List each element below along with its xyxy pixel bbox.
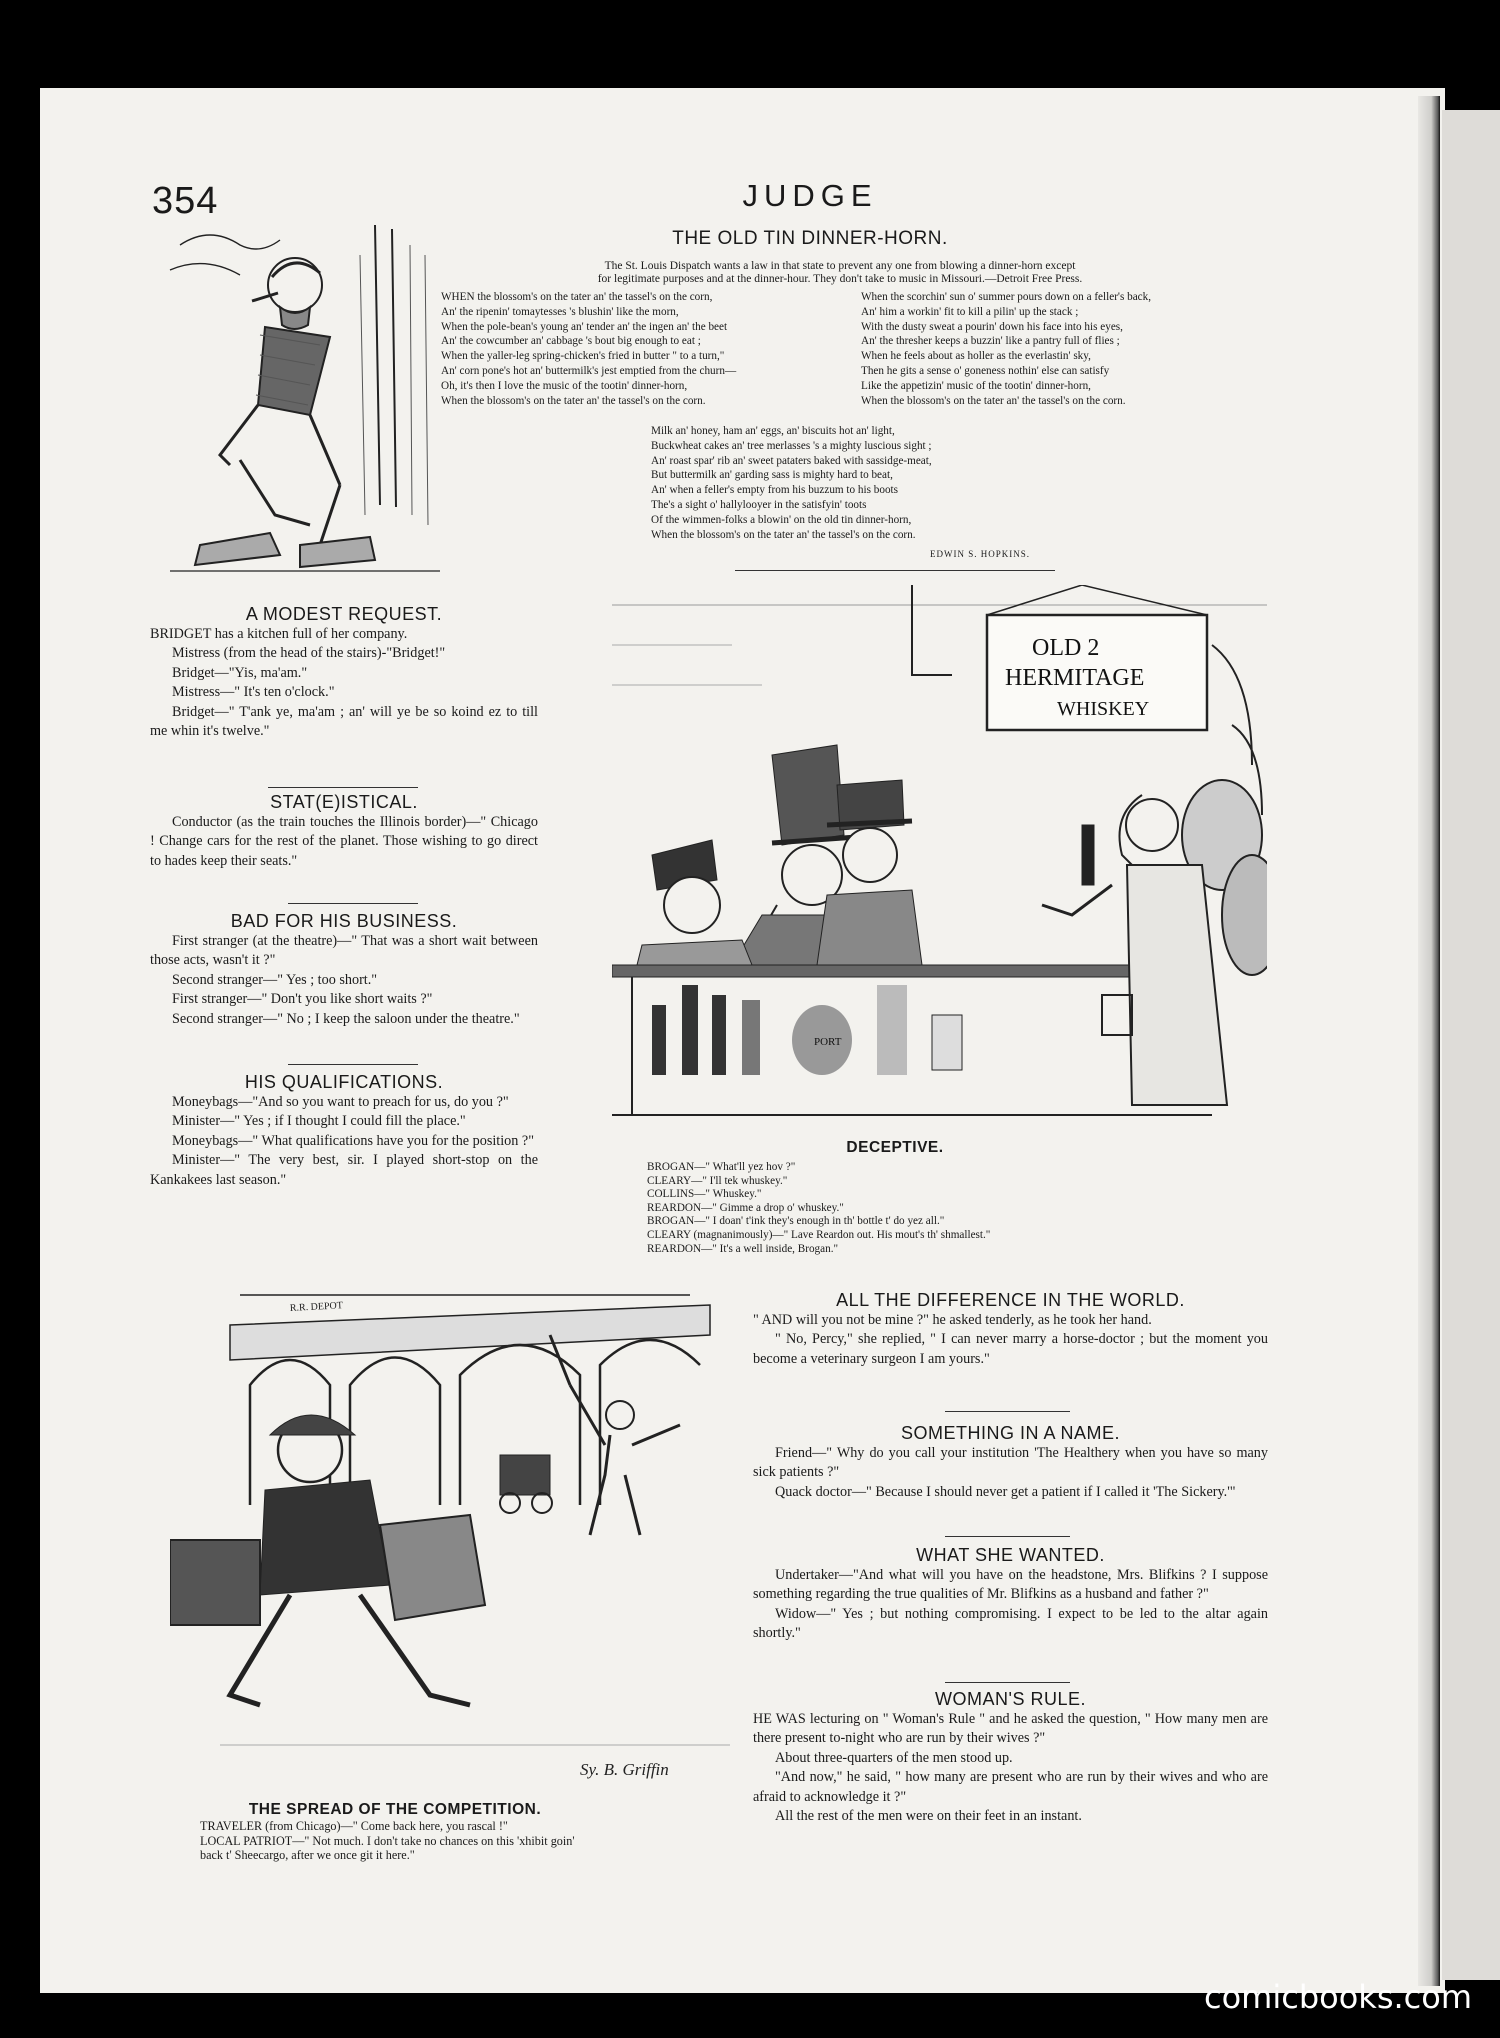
dialog-line: COLLINS—" Whuskey.": [647, 1188, 762, 1201]
poem-line: Like the appetizin' music of the tootin' dinner-horn,: [861, 379, 1091, 392]
paragraph: Mistress (from the head of the stairs)-"Bridget!": [172, 645, 446, 661]
poem-line: The's a sight o' hallylooyer in the satisfyin' toots: [651, 498, 867, 511]
deceptive-dialog: [647, 1161, 990, 1256]
paragraph: Bridget—" T'ank ye, ma'am ; an' will ye be so koind ez to till me whin it's twelve.": [150, 703, 538, 739]
sign-text: OLD 2: [1032, 635, 1100, 661]
poem-line: An' the ripenin' tomaytesses 's blushin' like the morn,: [441, 305, 679, 318]
poem-line: When the blossom's on the tater an' the tassel's on the corn.: [651, 528, 916, 541]
poem-line: When the blossom's on the tater an' the tassel's on the corn.: [441, 394, 706, 407]
divider: [945, 1536, 1070, 1537]
masthead: JUDGE: [742, 178, 878, 213]
statistical-section: [150, 793, 538, 871]
paragraph: Minister—" Yes ; if I thought I could fill the place.": [172, 1113, 466, 1129]
paragraph: Second stranger—" Yes ; too short.": [172, 971, 378, 988]
paragraph: BRIDGET has a kitchen full of her company.: [150, 625, 408, 642]
poem-line: Buckwheat cakes an' tree merlasses 's a mighty luscious sight ;: [651, 439, 932, 452]
divider: [288, 1064, 418, 1065]
poem-line: With the dusty sweat a pourin' down his face into his eyes,: [861, 320, 1123, 333]
dialog-line: TRAVELER (from Chicago)—" Come back here, you rascal !": [200, 1819, 508, 1833]
artist-signature: Sy. B. Griffin: [580, 1760, 669, 1779]
poem-line: When the pole-bean's young an' tender an' the ingen an' the beet: [441, 320, 728, 333]
paragraph: First stranger (at the theatre)—" That was a short wait between those acts, wasn't it ?": [150, 932, 538, 968]
paragraph: Moneybags—" What qualifications have you for the position ?": [172, 1132, 534, 1149]
section-title: SOMETHING IN A NAME.: [900, 1423, 1121, 1443]
dialog-line: BROGAN—" I doan' t'ink they's enough in th' bottle t' do yez all.": [647, 1215, 945, 1228]
poem-epigraph: [500, 260, 1180, 286]
poem-line: An' the thresher keeps a buzzin' like a pantry full of flies ;: [861, 335, 1120, 348]
poem-line: Milk an' honey, ham an' eggs, an' biscuits hot an' light,: [651, 425, 895, 437]
difference-section: [753, 1291, 1268, 1369]
dialog-line: CLEARY—" I'll tek whuskey.": [647, 1174, 788, 1187]
divider: [268, 787, 418, 788]
poem-line: An' roast spar' rib an' sweet pataters baked with sassidge-meat,: [651, 454, 932, 467]
poem-line: An' him a workin' fit to kill a pilin' up the stack ;: [861, 305, 1079, 318]
sign-text: WHISKEY: [1057, 698, 1150, 720]
site-watermark: comicbooks.com: [1203, 1978, 1472, 2016]
poem-line: Of the wimmen-folks a blowin' on the old tin dinner-horn,: [651, 513, 912, 526]
paragraph: " No, Percy," she replied, " I can never marry a horse-doctor ; but the moment you become a veterinary surgeon I am yours.": [753, 1331, 1268, 1367]
bottle-label: PORT: [814, 1036, 842, 1048]
poem-line: An' when a feller's empty from his buzzum to his boots: [651, 484, 899, 497]
paragraph: Moneybags—"And so you want to preach for us, do you ?": [172, 1093, 509, 1110]
paragraph: Mistress—" It's ten o'clock.": [172, 684, 335, 700]
paragraph: Second stranger—" No ; I keep the saloon under the theatre.": [172, 1010, 520, 1027]
dialog-line: BROGAN—" What'll yez hov ?": [647, 1161, 796, 1173]
section-title: WHAT SHE WANTED.: [916, 1545, 1105, 1565]
poem-stanza-1: [441, 290, 736, 408]
page-number: 354: [152, 180, 219, 222]
poem-line: But buttermilk an' garding sass is mighty hard to beat,: [651, 469, 893, 482]
modest-request-section: [150, 605, 538, 742]
poem-line: Then he gits a sense o' goneness nothin' else can satisfy: [861, 364, 1110, 377]
smoking-man-illustration: [160, 215, 445, 590]
poem-line: Oh, it's then I love the music of the tootin' dinner-horn,: [441, 379, 688, 392]
paragraph: About three-quarters of the men stood up.: [775, 1749, 1013, 1766]
poem-line: When the scorchin' sun o' summer pours down on a feller's back,: [861, 291, 1152, 303]
paragraph: "And now," he said, " how many are present who are run by their wives and who are afraid to acknowledge it ?": [753, 1769, 1268, 1805]
poem-line: When the yaller-leg spring-chicken's fried in butter " to a turn,": [441, 350, 725, 363]
section-title: STAT(E)ISTICAL.: [270, 792, 418, 812]
poem-stanza-3: [651, 424, 932, 542]
poem-line: An' corn pone's hot an' buttermilk's jest emptied from the churn—: [441, 364, 737, 377]
paragraph: All the rest of the men were on their feet in an instant.: [775, 1808, 1082, 1824]
epigraph-line: for legitimate purposes and at the dinner-hour. They don't take to music in Missouri.—Detroit Free Press.: [597, 273, 1083, 285]
section-title: HIS QUALIFICATIONS.: [244, 1072, 444, 1092]
divider: [288, 903, 418, 904]
poem-line: When he feels about as holler as the everlastin' sky,: [861, 350, 1091, 363]
section-title: WOMAN'S RULE.: [935, 1689, 1086, 1709]
page-spine: [1418, 96, 1440, 1986]
paragraph: Conductor (as the train touches the Illinois border)—" Chicago ! Change cars for the rest of the planet. Those wishing to go direct to hades keep their seats.": [150, 813, 538, 869]
paragraph: Widow—" Yes ; but nothing compromising. I expect to be led to the altar again shortly.": [753, 1605, 1268, 1641]
dialog-line: LOCAL PATRIOT—" Not much. I don't take no chances on this 'xhibit goin' back t' Sheecargo, after we once git it here.": [200, 1833, 575, 1862]
facing-page-edge: [1442, 110, 1500, 1980]
divider: [945, 1682, 1070, 1683]
section-title: BAD FOR HIS BUSINESS.: [230, 911, 458, 931]
bad-for-business-section: [150, 912, 538, 1029]
paragraph: Minister—" The very best, sir. I played short-stop on the Kankakees last season.": [150, 1152, 538, 1188]
competition-cartoon: [170, 1275, 730, 1795]
poem-line: WHEN the blossom's on the tater an' the tassel's on the corn,: [441, 291, 713, 303]
qualifications-section: [150, 1073, 538, 1190]
womans-rule-section: [753, 1690, 1268, 1827]
poem-author: EDWIN S. HOPKINS.: [930, 549, 1030, 559]
deceptive-caption: DECEPTIVE.: [846, 1139, 944, 1156]
competition-dialog: [200, 1819, 595, 1863]
dialog-line: CLEARY (magnanimously)—" Lave Reardon out. His mout's th' shmallest.": [647, 1228, 991, 1241]
paragraph: " AND will you not be mine ?" he asked tenderly, as he took her hand.: [753, 1311, 1152, 1328]
paragraph: Friend—" Why do you call your institution 'The Healthery when you have so many sick patients ?": [753, 1444, 1268, 1480]
something-in-a-name-section: [753, 1424, 1268, 1502]
section-title: A MODEST REQUEST.: [245, 604, 443, 624]
what-she-wanted-section: [753, 1546, 1268, 1644]
paragraph: HE WAS lecturing on " Woman's Rule " and he asked the question, " How many men are there present to-night who are run by their wives ?": [753, 1710, 1268, 1746]
section-title: ALL THE DIFFERENCE IN THE WORLD.: [836, 1290, 1185, 1310]
dialog-line: REARDON—" It's a well inside, Brogan.": [647, 1242, 839, 1255]
competition-caption: THE SPREAD OF THE COMPETITION.: [248, 1801, 542, 1818]
poem-title: THE OLD TIN DINNER-HORN.: [672, 228, 948, 249]
poem-line: An' the cowcumber an' cabbage 's bout big enough to eat ;: [441, 335, 701, 348]
paragraph: First stranger—" Don't you like short waits ?": [172, 991, 433, 1007]
divider: [735, 570, 1055, 571]
sign-text: HERMITAGE: [1005, 665, 1145, 691]
dialog-line: REARDON—" Gimme a drop o' whuskey.": [647, 1201, 844, 1214]
poem-stanza-2: [861, 290, 1151, 408]
deceptive-bar-cartoon: [612, 585, 1267, 1135]
paragraph: Undertaker—"And what will you have on the headstone, Mrs. Blifkins ? I suppose something regarding the true qualities of Mr. Blifkins as a husband and father ?": [753, 1566, 1268, 1602]
poem-line: When the blossom's on the tater an' the tassel's on the corn.: [861, 394, 1126, 407]
divider: [945, 1411, 1070, 1412]
paragraph: Bridget—"Yis, ma'am.": [172, 664, 308, 681]
epigraph-line: The St. Louis Dispatch wants a law in that state to prevent any one from blowing a dinner-horn except: [604, 260, 1076, 272]
paragraph: Quack doctor—" Because I should never get a patient if I called it 'The Sickery.'": [775, 1483, 1236, 1500]
depot-sign: R.R. DEPOT: [289, 1300, 344, 1314]
